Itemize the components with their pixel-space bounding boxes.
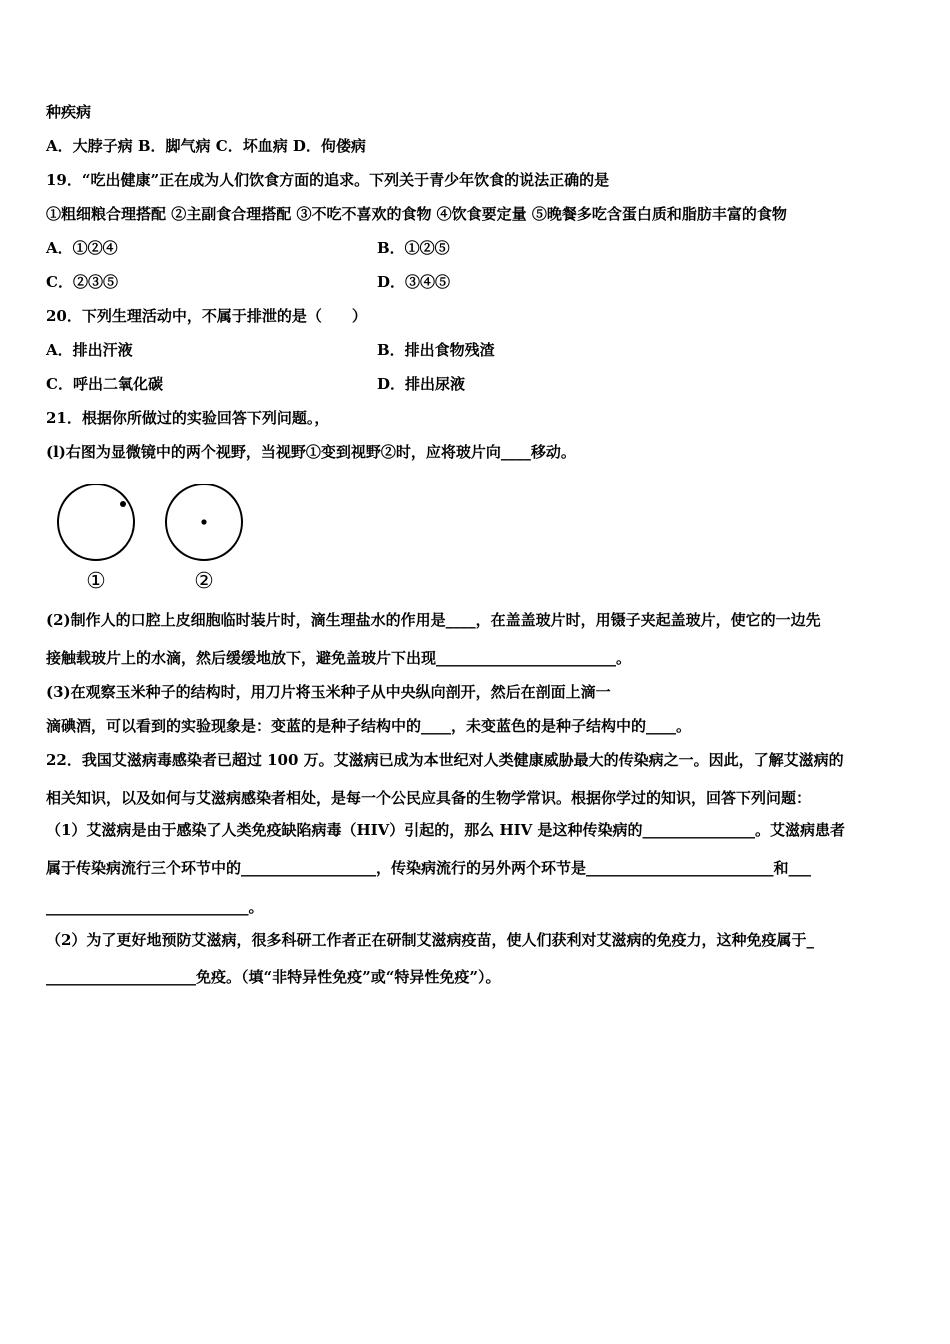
q19-items: ①粗细粮合理搭配 ②主副食合理搭配 ③不吃不喜欢的食物 ④饮食要定量 ⑤晚餐多吃含蛋白质和脂肪丰富的食物 <box>46 205 787 223</box>
q19-option-b: B．①②⑤ <box>377 239 450 257</box>
field-2-dot <box>201 519 206 524</box>
q20-option-b: B．排出食物残渣 <box>377 341 495 359</box>
q22-stem-line2: 相关知识，以及如何与艾滋病感染者相处，是每一个公民应具备的生物学常识。根据你学过的知识，回答下列问题： <box>46 789 812 807</box>
q20-option-c: C．呼出二氧化碳 <box>46 375 163 393</box>
q19-option-d: D．③④⑤ <box>377 273 451 291</box>
q22-part2-line2: ____________________免疫。（填“非特异性免疫”或“特异性免疫”）。 <box>46 968 501 986</box>
q21-part1: (l)右图为显微镜中的两个视野，当视野①变到视野②时，应将玻片向____移动。 <box>46 443 576 461</box>
q22-part1-line3: ___________________________。 <box>46 898 264 916</box>
q18-tail: 种疾病 <box>46 103 92 121</box>
q22-stem-line1: 22．我国艾滋病毒感染者已超过 100 万。艾滋病已成为本世纪对人类健康威胁最大的传染病之一。因此，了解艾滋病的 <box>46 751 844 769</box>
field-2-label: ② <box>194 569 214 594</box>
field-1-dot <box>120 501 126 507</box>
q21-part2-line2: 接触载玻片上的水滴，然后缓缓地放下，避免盖玻片下出现________________________。 <box>46 649 632 667</box>
q20-option-d: D．排出尿液 <box>377 375 466 393</box>
q21-part3-line2: 滴碘酒，可以看到的实验现象是：变蓝的是种子结构中的____，未变蓝色的是种子结构中的____。 <box>46 717 692 735</box>
q22-part1-line2: 属于传染病流行三个环节中的__________________，传染病流行的另外两个环节是_________________________和___ <box>46 859 812 877</box>
q19-option-c: C．②③⑤ <box>46 273 118 291</box>
q22-part2-line1: （2）为了更好地预防艾滋病，很多科研工作者正在研制艾滋病疫苗，使人们获利对艾滋病的免疫力，这种免疫属于_ <box>46 931 814 949</box>
q18-options: A．大脖子病 B．脚气病 C．坏血病 D．佝偻病 <box>46 137 366 155</box>
field-1-circle <box>58 484 134 560</box>
q21-part3-line1: (3)在观察玉米种子的结构时，用刀片将玉米种子从中央纵向剖开，然后在剖面上滴一 <box>46 683 611 701</box>
q21-stem: 21．根据你所做过的实验回答下列问题。， <box>46 409 330 427</box>
q19-stem: 19．“吃出健康”正在成为人们饮食方面的追求。下列关于青少年饮食的说法正确的是 <box>46 171 610 189</box>
q20-stem: 20．下列生理活动中，不属于排泄的是（ ） <box>46 307 367 325</box>
q20-option-a: A．排出汗液 <box>46 341 133 359</box>
q22-part1-line1: （1）艾滋病是由于感染了人类免疫缺陷病毒（HIV）引起的，那么 HIV 是这种传染病的_______________。艾滋病患者 <box>46 821 846 839</box>
microscope-fields-figure <box>52 484 252 596</box>
q21-part2-line1: (2)制作人的口腔上皮细胞临时装片时，滴生理盐水的作用是____，在盖盖玻片时，用镊子夹起盖玻片，使它的一边先 <box>46 611 821 629</box>
field-1-label: ① <box>86 569 106 594</box>
q19-option-a: A．①②④ <box>46 239 118 257</box>
